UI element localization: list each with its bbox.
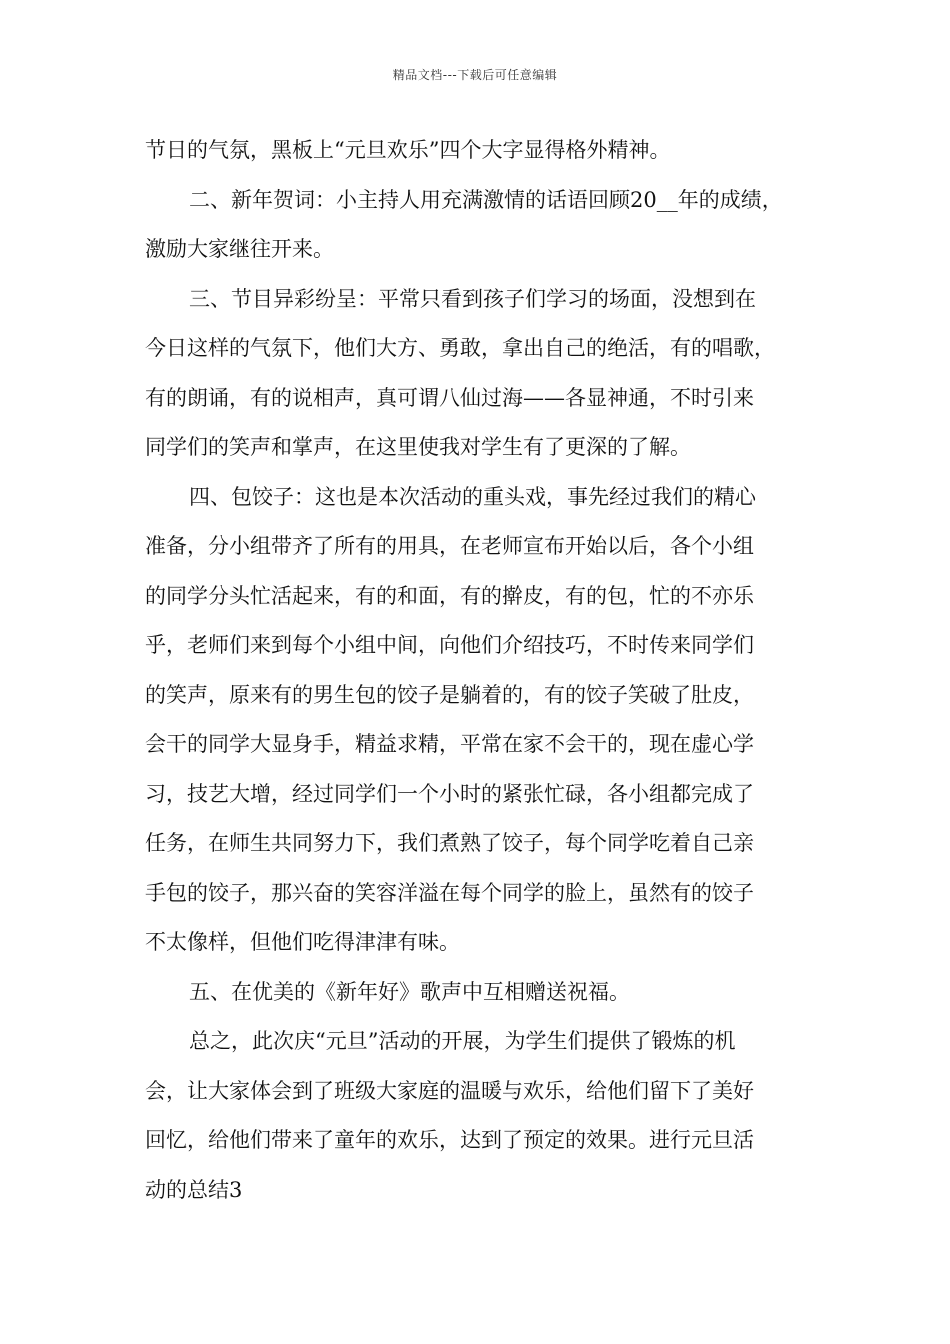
text-line: 今日这样的气氛下，他们大方、勇敢，拿出自己的绝活，有的唱歌， [145,336,775,360]
document-body [145,126,810,1215]
text-line: 手包的饺子，那兴奋的笑容洋溢在每个同学的脸上，虽然有的饺子 [145,880,754,905]
text-line: 有的朗诵，有的说相声，真可谓八仙过海——各显神通，不时引来 [145,385,754,410]
text-line: 激励大家继往开来。 [145,237,334,261]
text-line: 节日的气氛，黑板上“元旦欢乐”四个大字显得格外精神。 [145,138,671,162]
text-line: 总之，此次庆“元旦”活动的开展，为学生们提供了锻炼的机 [189,1029,736,1053]
text-line: 三、节目异彩纷呈：平常只看到孩子们学习的场面，没想到在 [189,286,756,311]
text-line: 动的总结3 [145,1177,243,1202]
text-line: 的笑声，原来有的男生包的饺子是躺着的，有的饺子笑破了肚皮， [145,682,754,707]
text-line: 同学们的笑声和掌声，在这里使我对学生有了更深的了解。 [145,435,691,459]
text-line: 二、新年贺词：小主持人用充满激情的话语回顾20__年的成绩， [189,187,783,212]
text-line: 会干的同学大显身手，精益求精，平常在家不会干的，现在虚心学 [145,732,754,756]
text-line: 五、在优美的《新年好》歌声中互相赠送祝福。 [189,979,630,1004]
text-line: 乎，老师们来到每个小组中间，向他们介绍技巧，不时传来同学们 [145,633,754,657]
text-line: 四、包饺子：这也是本次活动的重头戏，事先经过我们的精心 [189,484,756,509]
text-line: 习，技艺大增，经过同学们一个小时的紧张忙碌，各小组都完成了 [145,781,754,806]
text-line: 任务，在师生共同努力下，我们煮熟了饺子，每个同学吃着自己亲 [145,831,754,855]
text-line: 会，让大家体会到了班级大家庭的温暖与欢乐，给他们留下了美好 [145,1078,754,1103]
page-header: 精品文档---下载后可任意编辑 [392,68,558,82]
text-line: 准备，分小组带齐了所有的用具，在老师宣布开始以后，各个小组 [145,534,754,558]
text-line: 回忆，给他们带来了童年的欢乐，达到了预定的效果。进行元旦活 [145,1128,754,1152]
text-line: 不太像样，但他们吃得津津有味。 [145,930,460,954]
text-line: 的同学分头忙活起来，有的和面，有的擀皮，有的包，忙的不亦乐 [145,583,754,608]
